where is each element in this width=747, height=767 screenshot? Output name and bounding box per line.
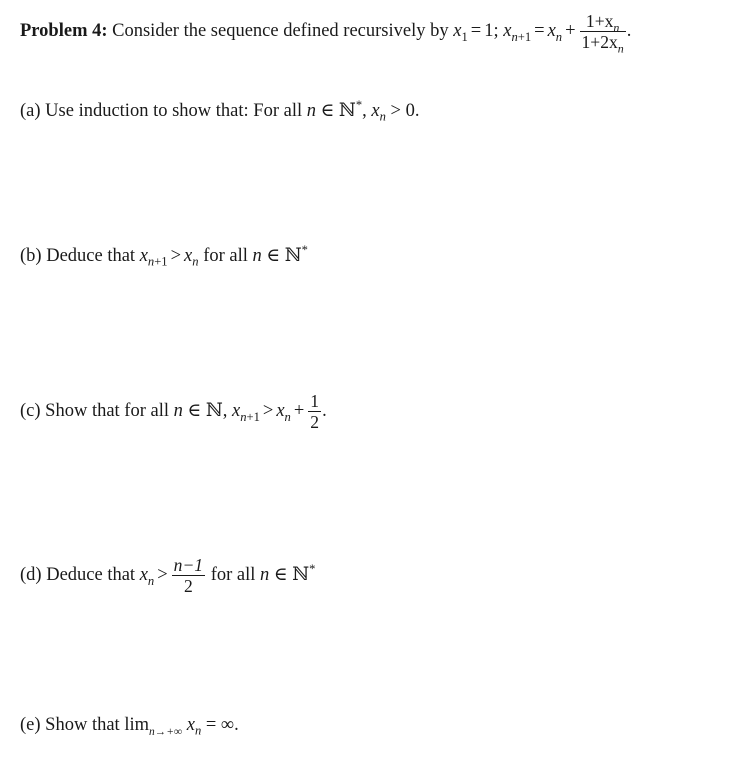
part-a: (a) Use induction to show that: For all n ∈ ℕ*, $x_n > 0$. [20, 97, 420, 124]
part-a-label: (a) [20, 101, 41, 121]
problem-statement: Problem 4: Consider the sequence defined recursively by $x_1 = 1$; $x_{n+1} = x_n$ + $\frac{1+x_n}{1+2x_n}$ . [20, 11, 632, 56]
recursion-fraction: $\frac{1+x_n}{1+2x_n}$ [581, 11, 624, 56]
part-e-tail: = ∞. [205, 715, 239, 735]
problem-intro: Consider the sequence defined recursively by [112, 21, 449, 42]
part-d-mid: for all [210, 565, 256, 586]
part-c-label: (c) [20, 401, 41, 422]
part-c-text: Show that for all [45, 401, 169, 422]
part-d-text: Deduce that [46, 565, 136, 586]
limit-subscript: n→+∞ [148, 726, 183, 738]
part-e: (e) Show that $\lim_{n\to+\infty} x_n$ = ∞. [20, 715, 239, 738]
x1-value: 1 [484, 21, 494, 42]
part-b-mid: for all [203, 246, 248, 266]
part-a-tail: > 0. [390, 101, 420, 121]
part-b-label: (b) [20, 246, 42, 266]
problem-label: Problem 4: [20, 21, 108, 42]
part-a-text: Use induction to show that: For all [45, 101, 303, 121]
part-e-label: (e) [20, 715, 41, 735]
bound-fraction: $\frac{n-1}{2}$ [173, 555, 204, 597]
part-d-label: (d) [20, 565, 42, 586]
part-d: (d) Deduce that $x_n$ > $\frac{n-1}{2}$ for all n ∈ ℕ* [20, 555, 316, 597]
half-fraction: $\frac{1}{2}$ [310, 391, 320, 433]
part-e-text: Show that [45, 715, 120, 735]
part-c: (c) Show that for all n ∈ ℕ, $x_{n+1} > x_n$ + $\frac{1}{2}$ . [20, 391, 327, 433]
limit-label: lim [124, 715, 149, 735]
part-b-text: Deduce that [46, 246, 136, 266]
part-b: (b) Deduce that $x_{n+1} > x_n$ for all n ∈ ℕ* [20, 242, 308, 269]
